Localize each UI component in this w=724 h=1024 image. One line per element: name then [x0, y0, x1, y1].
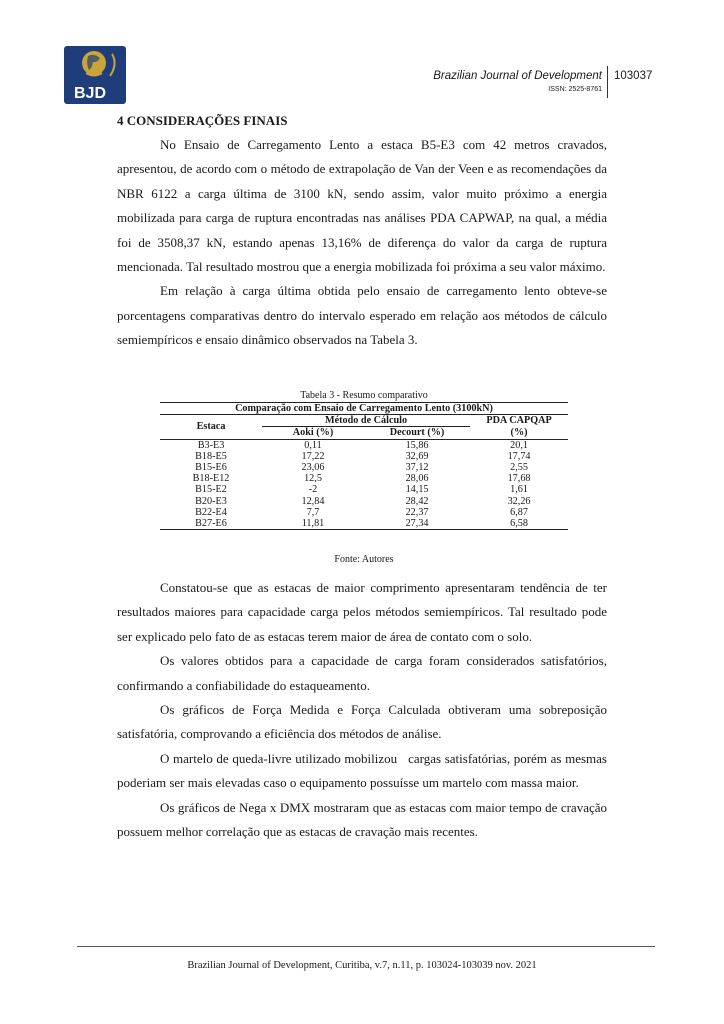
- cell-aoki: 7,7: [306, 506, 320, 518]
- table-row: [160, 439, 568, 451]
- cell-aoki: 12,84: [301, 495, 325, 507]
- cell-decourt: 37,12: [405, 462, 429, 474]
- cell-aoki: 17,22: [301, 450, 325, 462]
- cell-estaca: B18-E12: [192, 473, 230, 485]
- journal-info: [433, 70, 602, 93]
- cell-estaca: B27-E6: [195, 518, 227, 530]
- cell-aoki: 23,06: [301, 462, 325, 474]
- table-row: [160, 507, 568, 518]
- body-text-bottom: [117, 576, 611, 844]
- cell-decourt: 22,37: [405, 506, 429, 518]
- cell-decourt: 27,34: [405, 518, 429, 530]
- cell-estaca: B15-E2: [195, 484, 227, 496]
- cell-pda: 6,87: [510, 506, 528, 518]
- col-pda-unit: (%): [510, 427, 528, 439]
- paragraph: Os gráficos de Nega x DMX mostraram que as estacas com maior tempo de cravação possuem melhor correlação que as estacas de cravação mais recentes.: [117, 799, 607, 840]
- cell-estaca: B18-E5: [195, 450, 227, 462]
- cell-pda: 32,26: [507, 495, 531, 507]
- paragraph: Os valores obtidos para a capacidade de carga foram considerados satisfatórios, confirmando a confiabilidade do estaqueamento.: [117, 653, 607, 693]
- cell-decourt: 28,06: [405, 473, 429, 485]
- table-title: Comparação com Ensaio de Carregamento Lento (3100kN): [160, 403, 568, 415]
- col-aoki: Aoki (%): [262, 427, 364, 439]
- table-row: [160, 462, 568, 473]
- table-caption: Tabela 3 - Resumo comparativo: [300, 390, 428, 401]
- cell-pda: 17,68: [507, 473, 531, 485]
- results-table: [160, 402, 568, 530]
- cell-estaca: B3-E3: [197, 439, 225, 451]
- table-row: [160, 451, 568, 462]
- cell-aoki: 11,81: [301, 518, 325, 530]
- table-row: [160, 473, 568, 484]
- cell-aoki: 12,5: [304, 473, 322, 485]
- page-number: 103037: [614, 70, 653, 82]
- paragraph: O martelo de queda-livre utilizado mobilizou cargas satisfatórias, porém as mesmas poderiam ser mais elevadas caso o equipamento possuísse um martelo com massa maior.: [117, 750, 611, 791]
- col-decourt: Decourt (%): [364, 427, 470, 439]
- cell-decourt: 28,42: [405, 495, 429, 507]
- paragraph: Constatou-se que as estacas de maior comprimento apresentaram tendência de ter resultados maiores para capacidade carga pelos métodos semiempíricos. Tal resultado pode ser explicado pelo fato de as estacas terem maior de área de contato com o solo.: [117, 580, 607, 644]
- footer-rule: [77, 946, 655, 947]
- cell-estaca: B20-E3: [195, 495, 227, 507]
- cell-pda: 6,58: [510, 518, 528, 530]
- bjd-logo: [64, 46, 126, 104]
- paragraph: Em relação à carga última obtida pelo ensaio de carregamento lento obteve-se porcentagens comparativas dentro do intervalo esperado em relação aos métodos de cálculo semiempíricos e ensaio dinâmico observados na Tabela 3.: [117, 283, 607, 348]
- cell-pda: 2,55: [510, 462, 528, 474]
- cell-estaca: B15-E6: [195, 462, 227, 474]
- table-source: Fonte: Autores: [334, 554, 394, 565]
- cell-pda: 1,61: [510, 484, 528, 496]
- cell-decourt: 15,86: [405, 439, 429, 451]
- col-metodo: Método de Cálculo: [325, 415, 408, 427]
- cell-pda: 17,74: [507, 450, 531, 462]
- cell-decourt: 32,69: [405, 450, 429, 462]
- cell-aoki: -2: [308, 484, 318, 496]
- journal-name: Brazilian Journal of Development: [433, 70, 602, 82]
- cell-aoki: 0,11: [304, 439, 322, 451]
- table-row: [160, 518, 568, 530]
- col-estaca: Estaca: [196, 421, 226, 433]
- cell-pda: 20,1: [510, 439, 528, 451]
- paragraph: No Ensaio de Carregamento Lento a estaca B5-E3 com 42 metros cravados, apresentou, de acordo com o método de extrapolação de Van der Veen e as recomendações da NBR 6122 a carga última de 3100 kN, sendo assim, valor muito próximo a energia mobilizada para carga de ruptura encontradas nas análises PDA CAPWAP, na qual, a média foi de 3508,37 kN, estando apenas 13,16% de diferença do valor da carga de ruptura mencionada. Tal resultado mostrou que a energia mobilizada foi próxima a seu valor máximo.: [117, 137, 607, 275]
- footer-citation: Brazilian Journal of Development, Curitiba, v.7, n.11, p. 103024-103039 nov. 2021: [187, 960, 537, 971]
- cell-decourt: 14,15: [405, 484, 429, 496]
- svg-text:BJD: BJD: [74, 85, 107, 102]
- col-pda: PDA CAPQAP: [486, 415, 552, 427]
- cell-estaca: B22-E4: [195, 506, 227, 518]
- journal-issn: ISSN: 2525-8761: [548, 86, 602, 93]
- table-row: [160, 496, 568, 507]
- section-title: 4 CONSIDERAÇÕES FINAIS: [117, 113, 288, 128]
- paragraph: Os gráficos de Força Medida e Força Calculada obtiveram uma sobreposição satisfatória, comprovando a eficiência dos métodos de análise.: [117, 702, 607, 742]
- header-divider: [607, 66, 608, 98]
- body-text-top: [117, 133, 607, 353]
- table-row: [160, 484, 568, 495]
